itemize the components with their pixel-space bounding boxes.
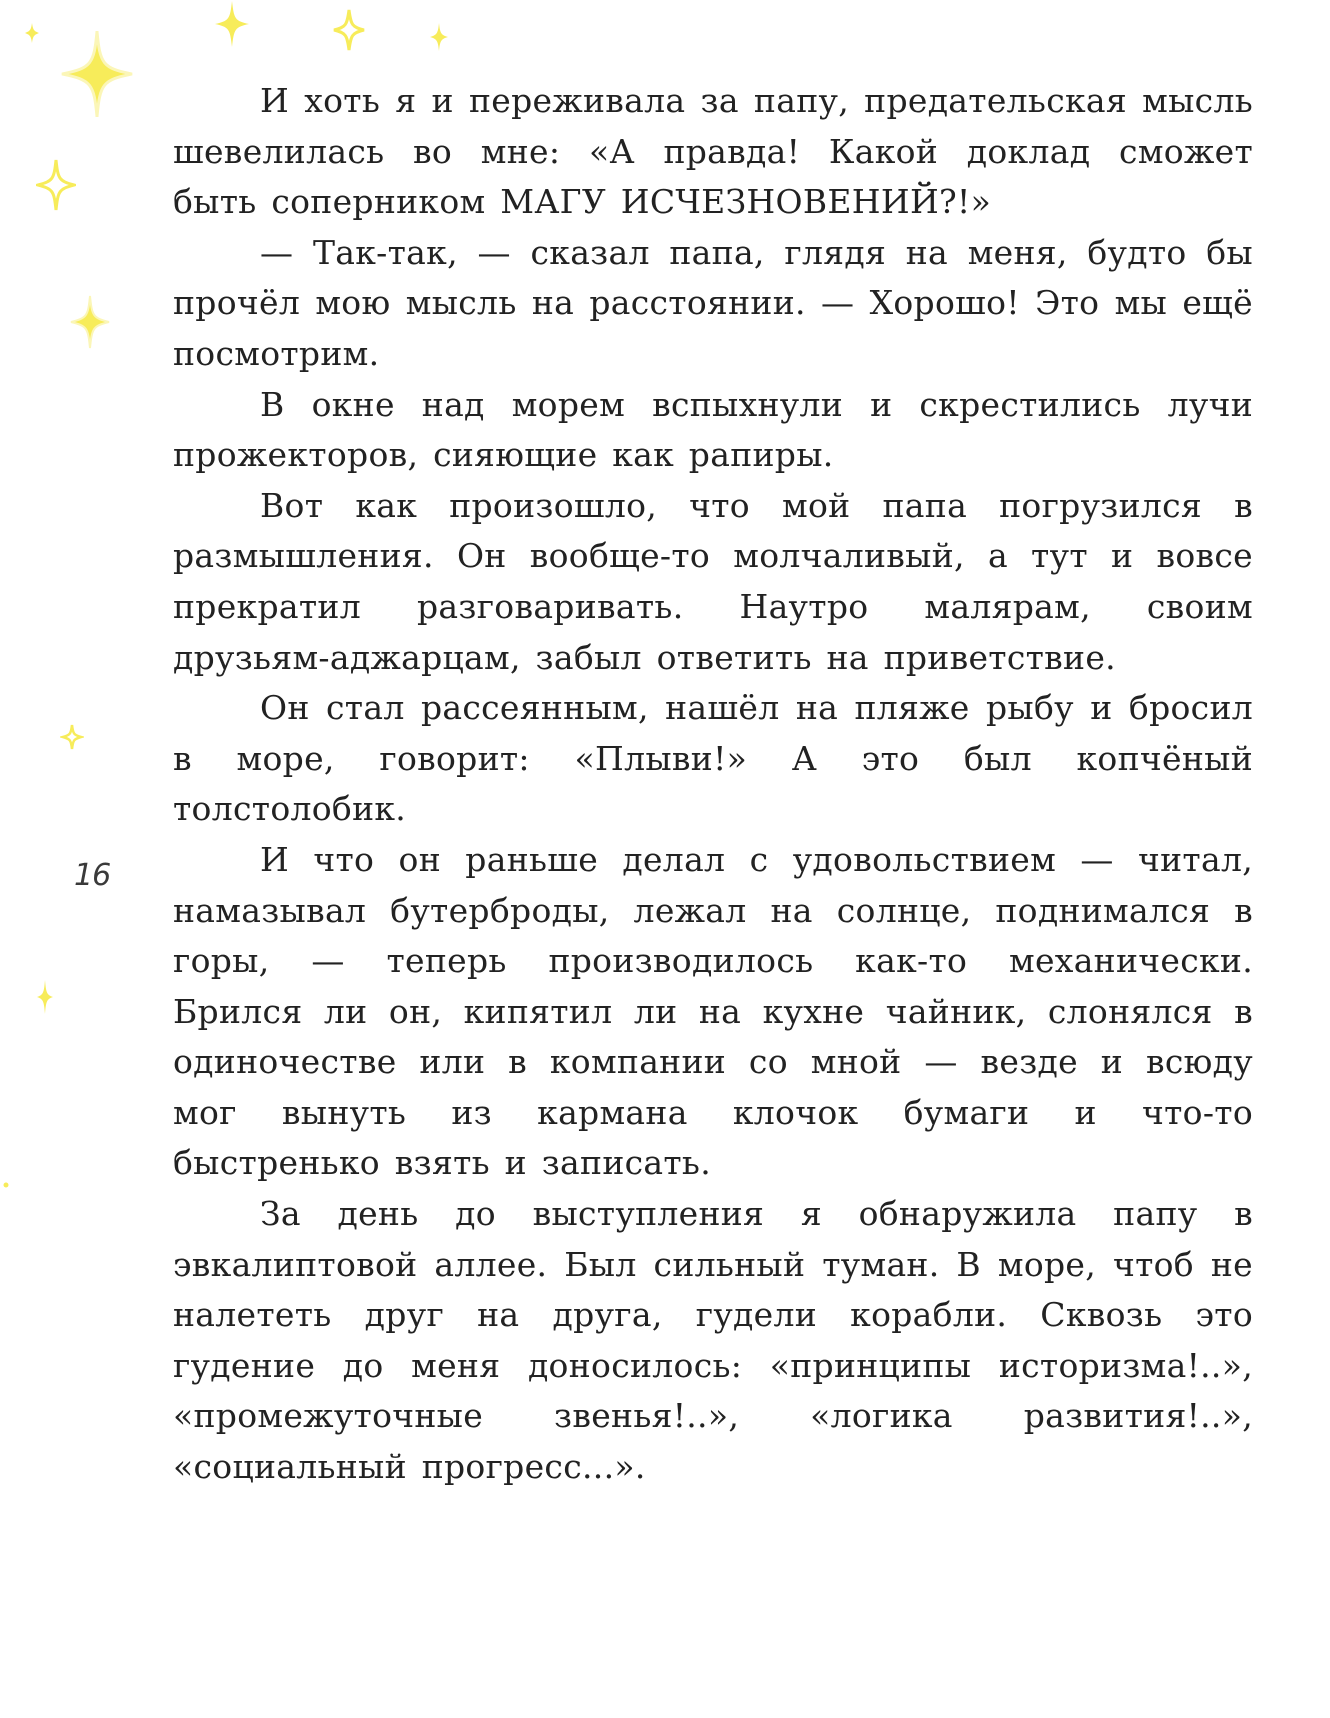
paragraph: И что он раньше делал с удовольствием — читал, намазывал бутерброды, лежал на солнце, поднимался в горы, — теперь производилось как-то механически. Брился ли он, кипятил ли на кухне чайник, слонялся в одиночестве или в компании со мной — везде и всюду мог вынуть из кармана клочок бумаги и что-то быстренько взять и записать.: [173, 839, 1253, 1183]
paragraph: — Так-так, — сказал папа, глядя на меня, будто бы прочёл мою мысль на расстоянии. — Хорошо! Это мы ещё посмотрим.: [173, 232, 1253, 373]
sparkle-icon: [23, 22, 41, 44]
paragraph: Он стал рассеянным, нашёл на пляже рыбу и бросил в море, говорит: «Плыви!» А это был копчёный толстолобик.: [173, 688, 1253, 829]
page-number: 16: [74, 858, 111, 893]
sparkle-icon: [331, 8, 367, 52]
sparkle-icon: [34, 978, 56, 1016]
paragraph: Вот как произошло, что мой папа погрузился в размышления. Он вообще-то молчаливый, а тут и вовсе прекратил разговаривать. Наутро малярам, своим друзьям-аджарцам, забыл ответить на приветствие.: [173, 485, 1253, 677]
story-text: [173, 76, 1253, 1493]
sparkle-icon: [58, 28, 136, 120]
sparkle-icon: [60, 722, 84, 752]
paragraph: За день до выступления я обнаружила папу в эвкалиптовой аллее. Был сильный туман. В море, чтоб не налететь друг на друга, гудели корабли. Сквозь это гудение до меня доносилось: «принципы историзма!..», «промежуточные звенья!..», «логика развития!..», «социальный прогресс...».: [173, 1194, 1253, 1487]
sparkle-icon: [428, 22, 450, 52]
paragraph: И хоть я и переживала за папу, предательская мысль шевелилась во мне: «А правда! Какой доклад сможет быть соперником МАГУ ИСЧЕЗНОВЕНИЙ?!»: [173, 81, 1253, 222]
sparkle-icon: [68, 294, 112, 350]
sparkle-icon: [0, 1178, 12, 1192]
sparkle-icon: [36, 158, 76, 212]
sparkle-icon: [212, 0, 252, 48]
paragraph: В окне над морем вспыхнули и скрестились лучи прожекторов, сияющие как рапиры.: [173, 384, 1253, 475]
